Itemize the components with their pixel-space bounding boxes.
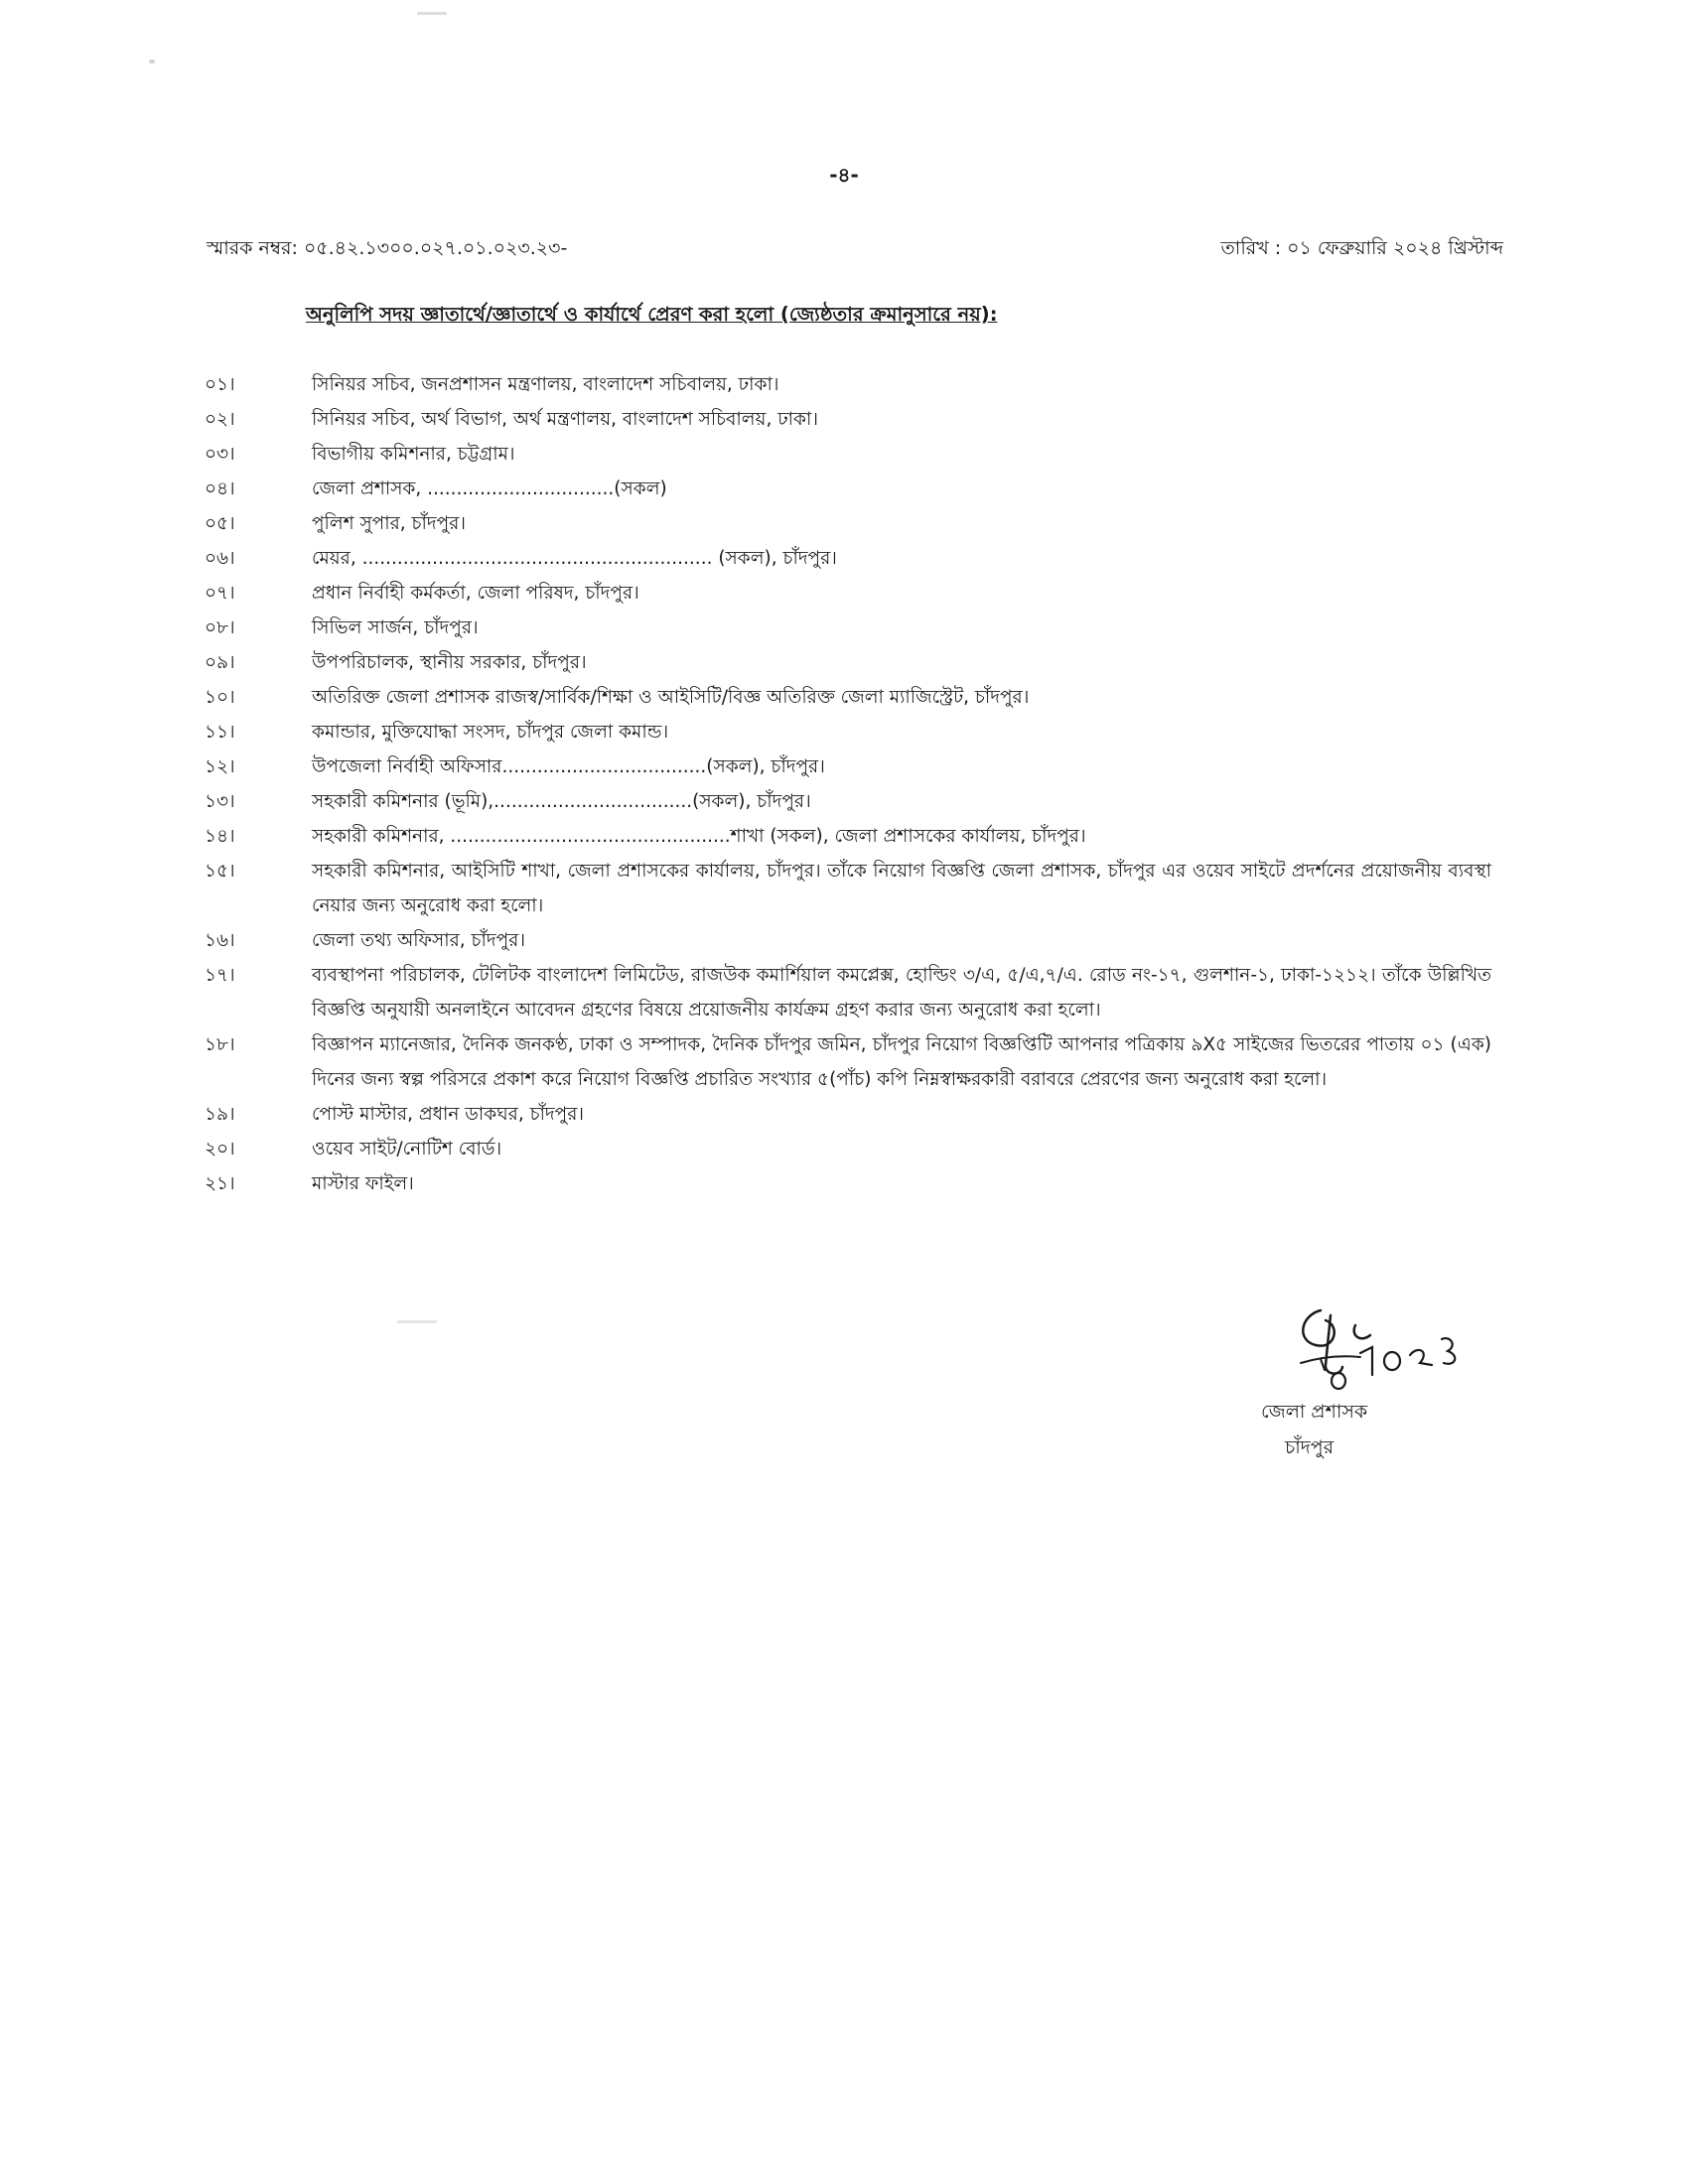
item-number: ১১।: [205, 722, 235, 743]
list-item: [199, 645, 1491, 680]
item-number: ২০।: [205, 1139, 235, 1160]
list-item: [199, 784, 1491, 819]
list-item: [199, 750, 1491, 784]
item-number: ০৮।: [205, 617, 235, 638]
item-text: অতিরিক্ত জেলা প্রশাসক রাজস্ব/সার্বিক/শিক্ষা ও আইসিটি/বিজ্ঞ অতিরিক্ত জেলা ম্যাজিস্ট্রেট, চাঁদপুর।: [312, 687, 1030, 708]
item-number: ০৯।: [205, 652, 235, 673]
list-item: [199, 1027, 1491, 1097]
item-text: সহকারী কমিশনার, আইসিটি শাখা, জেলা প্রশাসকের কার্যালয়, চাঁদপুর। তাঁকে নিয়োগ বিজ্ঞপ্তি জেলা প্রশাসক, চাঁদপুর এর ওয়েব সাইটে প্রদর্শনের প্রয়োজনীয় ব্যবস্থা নেয়ার জন্য অনুরোধ করা হলো।: [312, 861, 1491, 916]
item-text: ওয়েব সাইট/নোটিশ বোর্ড।: [312, 1139, 502, 1160]
item-number: ১৭।: [205, 965, 235, 986]
item-number: ০৭।: [205, 583, 235, 604]
item-text: বিজ্ঞাপন ম্যানেজার, দৈনিক জনকণ্ঠ, ঢাকা ও সম্পাদক, দৈনিক চাঁদপুর জমিন, চাঁদপুর নিয়োগ বিজ্ঞপ্তিটি আপনার পত্রিকায় ৯X৫ সাইজের ভিতরের পাতায় ০১ (এক) দিনের জন্য স্বল্প পরিসরে প্রকাশ করে নিয়োগ বিজ্ঞপ্তি প্রচারিত সংখ্যার ৫(পাঁচ) কপি নিম্নস্বাক্ষরকারী বরাবরে প্রেরণের জন্য অনুরোধ করা হলো।: [312, 1034, 1491, 1090]
item-text: মেয়র, ............................................................ (সকল), চাঁদপুর।: [312, 548, 837, 569]
item-text: বিভাগীয় কমিশনার, চট্টগ্রাম।: [312, 444, 515, 465]
item-text: উপজেলা নির্বাহী অফিসার...................................(সকল), চাঁদপুর।: [312, 756, 825, 777]
item-number: ১৫।: [205, 861, 235, 882]
list-item: [199, 576, 1491, 611]
item-text: মাস্টার ফাইল।: [312, 1173, 414, 1194]
item-number: ১৬।: [205, 930, 235, 951]
list-item: [199, 854, 1491, 923]
item-text: সহকারী কমিশনার (ভূমি),..................................(সকল), চাঁদপুর।: [312, 791, 811, 812]
item-text: পুলিশ সুপার, চাঁদপুর।: [312, 513, 466, 534]
item-text: পোস্ট মাস্টার, প্রধান ডাকঘর, চাঁদপুর।: [312, 1104, 585, 1125]
list-item: [199, 1132, 1491, 1166]
list-item: [199, 923, 1491, 958]
memo-number: স্মারক নম্বর: ০৫.৪২.১৩০০.০২৭.০১.০২৩.২৩-: [207, 237, 568, 259]
item-number: ১০।: [205, 687, 235, 708]
item-number: ০৪।: [205, 478, 235, 499]
item-text: সিনিয়র সচিব, অর্থ বিভাগ, অর্থ মন্ত্রণালয়, বাংলাদেশ সচিবালয়, ঢাকা।: [312, 409, 818, 430]
item-number: ০১।: [205, 374, 235, 395]
list-item: [199, 680, 1491, 715]
item-number: ১৩।: [205, 791, 235, 812]
list-item: [199, 715, 1491, 750]
item-text: সিনিয়র সচিব, জনপ্রশাসন মন্ত্রণালয়, বাংলাদেশ সচিবালয়, ঢাকা।: [312, 374, 779, 395]
signatory-title: জেলা প্রশাসক: [1261, 1401, 1368, 1423]
scan-speck: [397, 1320, 437, 1323]
handwritten-signature: [1281, 1296, 1499, 1395]
item-text: কমান্ডার, মুক্তিযোদ্ধা সংসদ, চাঁদপুর জেলা কমান্ড।: [312, 722, 669, 743]
list-item: [199, 437, 1491, 472]
recipient-list: [199, 367, 1491, 1201]
page-number: -৪-: [829, 163, 859, 187]
signature-block: [1261, 1296, 1519, 1458]
item-number: ১৮।: [205, 1034, 235, 1055]
item-number: ০৬।: [205, 548, 235, 569]
list-item: [199, 958, 1491, 1027]
list-item: [199, 472, 1491, 506]
item-text: সহকারী কমিশনার, ................................................শাখা (সকল), জেলা প্রশাসকের কার্যালয়, চাঁদপুর।: [312, 826, 1086, 847]
item-text: উপপরিচালক, স্থানীয় সরকার, চাঁদপুর।: [312, 652, 587, 673]
scan-speck: [149, 60, 155, 64]
item-text: সিভিল সার্জন, চাঁদপুর।: [312, 617, 479, 638]
list-item: [199, 1097, 1491, 1132]
item-number: ০৫।: [205, 513, 235, 534]
item-number: ২১।: [205, 1173, 235, 1194]
list-item: [199, 367, 1491, 402]
signatory-place: চাঁদপুর: [1285, 1436, 1335, 1458]
item-text: প্রধান নির্বাহী কর্মকর্তা, জেলা পরিষদ, চাঁদপুর।: [312, 583, 639, 604]
list-item: [199, 402, 1491, 437]
item-number: ১৪।: [205, 826, 235, 847]
item-number: ১৯।: [205, 1104, 235, 1125]
item-text: জেলা তথ্য অফিসার, চাঁদপুর।: [312, 930, 525, 951]
item-number: ০২।: [205, 409, 235, 430]
item-text: ব্যবস্থাপনা পরিচালক, টেলিটক বাংলাদেশ লিমিটেড, রাজউক কমার্শিয়াল কমপ্লেক্স, হোল্ডিং ৩/এ, ৫/এ,৭/এ. রোড নং-১৭, গুলশান-১, ঢাকা-১২১২। তাঁকে উল্লিখিত বিজ্ঞপ্তি অনুযায়ী অনলাইনে আবেদন গ্রহণের বিষয়ে প্রয়োজনীয় কার্যক্রম গ্রহণ করার জন্য অনুরোধ করা হলো।: [312, 965, 1491, 1021]
list-item: [199, 506, 1491, 541]
scan-speck: [417, 12, 447, 15]
list-item: [199, 611, 1491, 645]
copy-distribution-heading: অনুলিপি সদয় জ্ঞাতার্থে/জ্ঞাতার্থে ও কার্যার্থে প্রেরণ করা হলো (জ্যেষ্ঠতার ক্রমানুসারে নয়):: [306, 303, 998, 326]
list-item: [199, 1166, 1491, 1201]
item-number: ০৩।: [205, 444, 235, 465]
issue-date: তারিখ : ০১ ফেব্রুয়ারি ২০২৪ খ্রিস্টাব্দ: [1220, 237, 1503, 259]
list-item: [199, 541, 1491, 576]
item-text: জেলা প্রশাসক, ................................(সকল): [312, 478, 667, 499]
list-item: [199, 819, 1491, 854]
item-number: ১২।: [205, 756, 235, 777]
